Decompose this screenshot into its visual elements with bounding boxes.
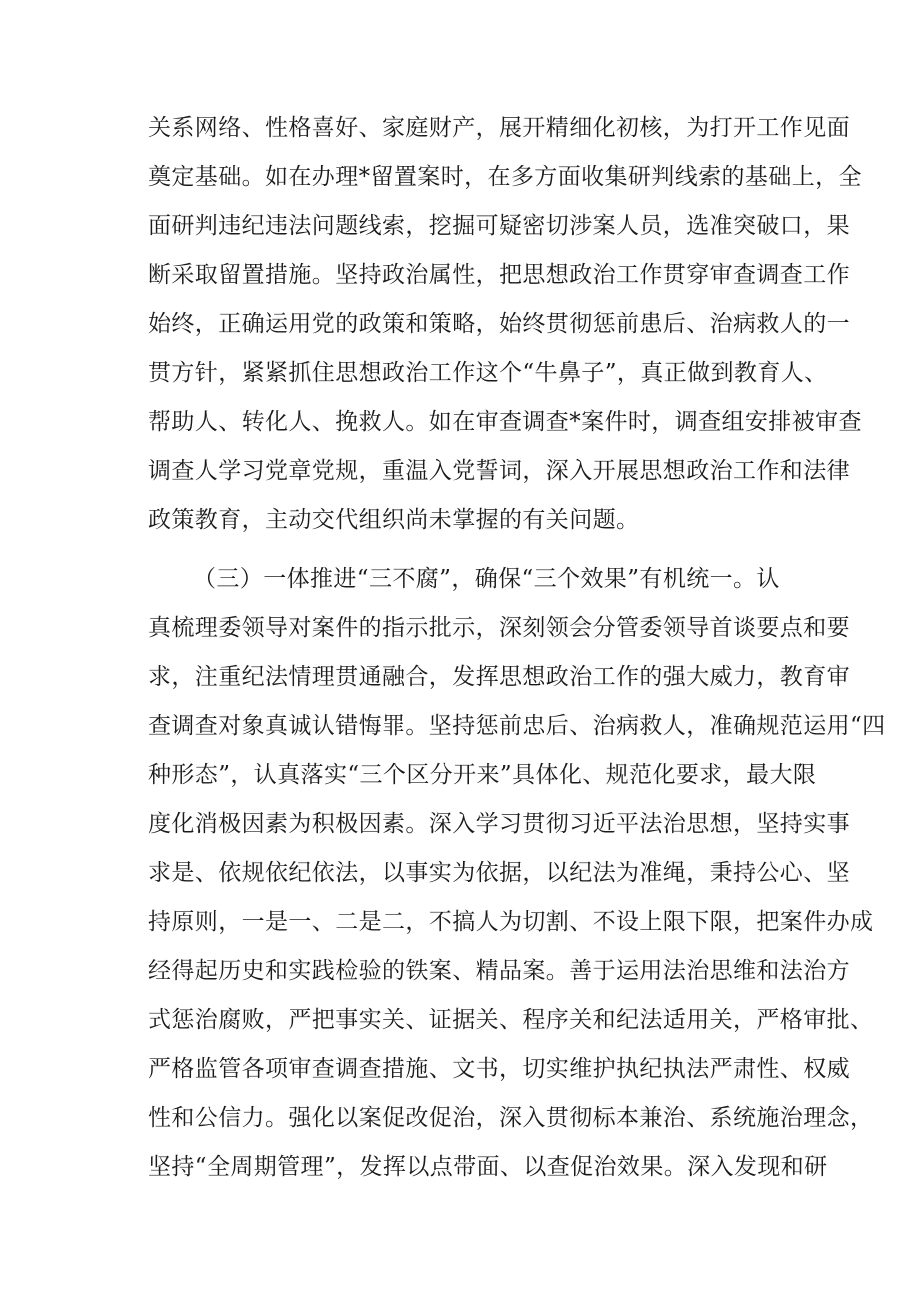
paragraph-line: 坚持“全周期管理”，发挥以点带面、以查促治效果。深入发现和研 — [148, 1154, 828, 1180]
paragraph-line: 求，注重纪法情理贯通融合，发挥思想政治工作的强大威力，教育审 — [148, 664, 850, 690]
paragraph-line: 面研判违纪违法问题线索，挖掘可疑密切涉案人员，选准突破口，果 — [148, 213, 850, 239]
paragraph-line: 度化消极因素为积极因素。深入学习贯彻习近平法治思想，坚持实事 — [148, 811, 850, 837]
paragraph-line: 查调查对象真诚认错悔罪。坚持惩前忠后、治病救人，准确规范运用“四 — [148, 713, 886, 739]
paragraph-line: 真梳理委领导对案件的指示批示，深刻领会分管委领导首谈要点和要 — [148, 615, 850, 641]
paragraph-line: 严格监管各项审查调查措施、文书，切实维护执纪执法严肃性、权威 — [148, 1056, 850, 1082]
paragraph-line: 式惩治腐败，严把事实关、证据关、程序关和纪法适用关，严格审批、 — [148, 1007, 874, 1033]
paragraph-line: 断采取留置措施。坚持政治属性，把思想政治工作贯穿审查调查工作 — [148, 262, 850, 288]
paragraph-line: 求是、依规依纪依法，以事实为依据，以纪法为准绳，秉持公心、坚 — [148, 860, 850, 886]
paragraph-line: 帮助人、转化人、挽救人。如在审查调查*案件时，调查组安排被审查 — [148, 409, 862, 435]
paragraph-line: 奠定基础。如在办理*留置案时，在多方面收集研判线索的基础上，全 — [148, 164, 862, 190]
paragraph-line: 性和公信力。强化以案促改促治，深入贯彻标本兼治、系统施治理念， — [148, 1105, 874, 1131]
section-heading-line: （三）一体推进“三不腐”，确保“三个效果”有机统一。认 — [193, 566, 780, 592]
paragraph-line: 经得起历史和实践检验的铁案、精品案。善于运用法治思维和法治方 — [148, 958, 850, 984]
paragraph-line: 持原则，一是一、二是二，不搞人为切割、不设上限下限，把案件办成 — [148, 909, 874, 935]
paragraph-line: 关系网络、性格喜好、家庭财产，展开精细化初核，为打开工作见面 — [148, 115, 850, 141]
paragraph-line: 贯方针，紧紧抓住思想政治工作这个“牛鼻子”，真正做到教育人、 — [148, 360, 828, 386]
paragraph-line: 始终，正确运用党的政策和策略，始终贯彻惩前患后、治病救人的一 — [148, 311, 850, 337]
paragraph-line: 调查人学习党章党规，重温入党誓词，深入开展思想政治工作和法律 — [148, 458, 850, 484]
paragraph-line: 政策教育，主动交代组织尚未掌握的有关问题。 — [148, 507, 640, 533]
paragraph-line: 种形态”，认真落实“三个区分开来”具体化、规范化要求，最大限 — [148, 762, 817, 788]
